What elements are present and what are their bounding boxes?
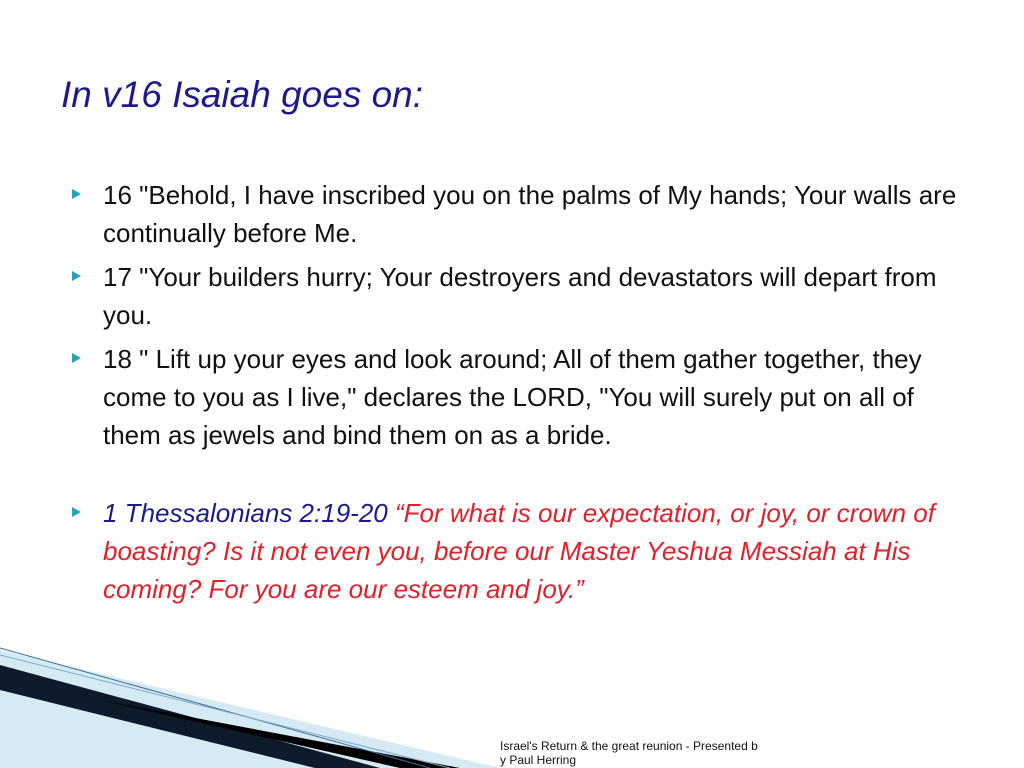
bullet-arrow-icon [72,353,81,363]
bullet-text: 17 "Your builders hurry; Your destroyers and devastators will depart from you. [103,262,937,330]
scripture-reference: 1 Thessalonians 2:19-20 [103,498,388,528]
bullet-text: 16 "Behold, I have inscribed you on the palms of My hands; Your walls are continually before Me. [103,180,957,248]
bullet-arrow-icon [72,189,81,199]
bullet-list [72,176,962,614]
slide-title: In v16 Isaiah goes on: [61,74,424,115]
bullet-text: 18 " Lift up your eyes and look around; All of them gather together, they come to you as I live," declares the LORD, "You will surely put on all of them as jewels and bind them on as a bride. [103,344,922,450]
bullet-item-v16 [72,176,962,252]
bullet-item-v17 [72,258,962,334]
bullet-item-v18 [72,340,962,454]
bullet-item-scripture [72,494,962,608]
scripture-quote: “For what is our expectation, or joy, or crown of boasting? Is it not even you, before our Master Yeshua Messiah at His coming? For you are our esteem and joy.” [103,498,935,604]
slide-footer: Israel's Return & the great reunion - Presented by Paul Herring [500,739,758,767]
bullet-arrow-icon [72,271,81,281]
bullet-arrow-icon [72,507,81,517]
